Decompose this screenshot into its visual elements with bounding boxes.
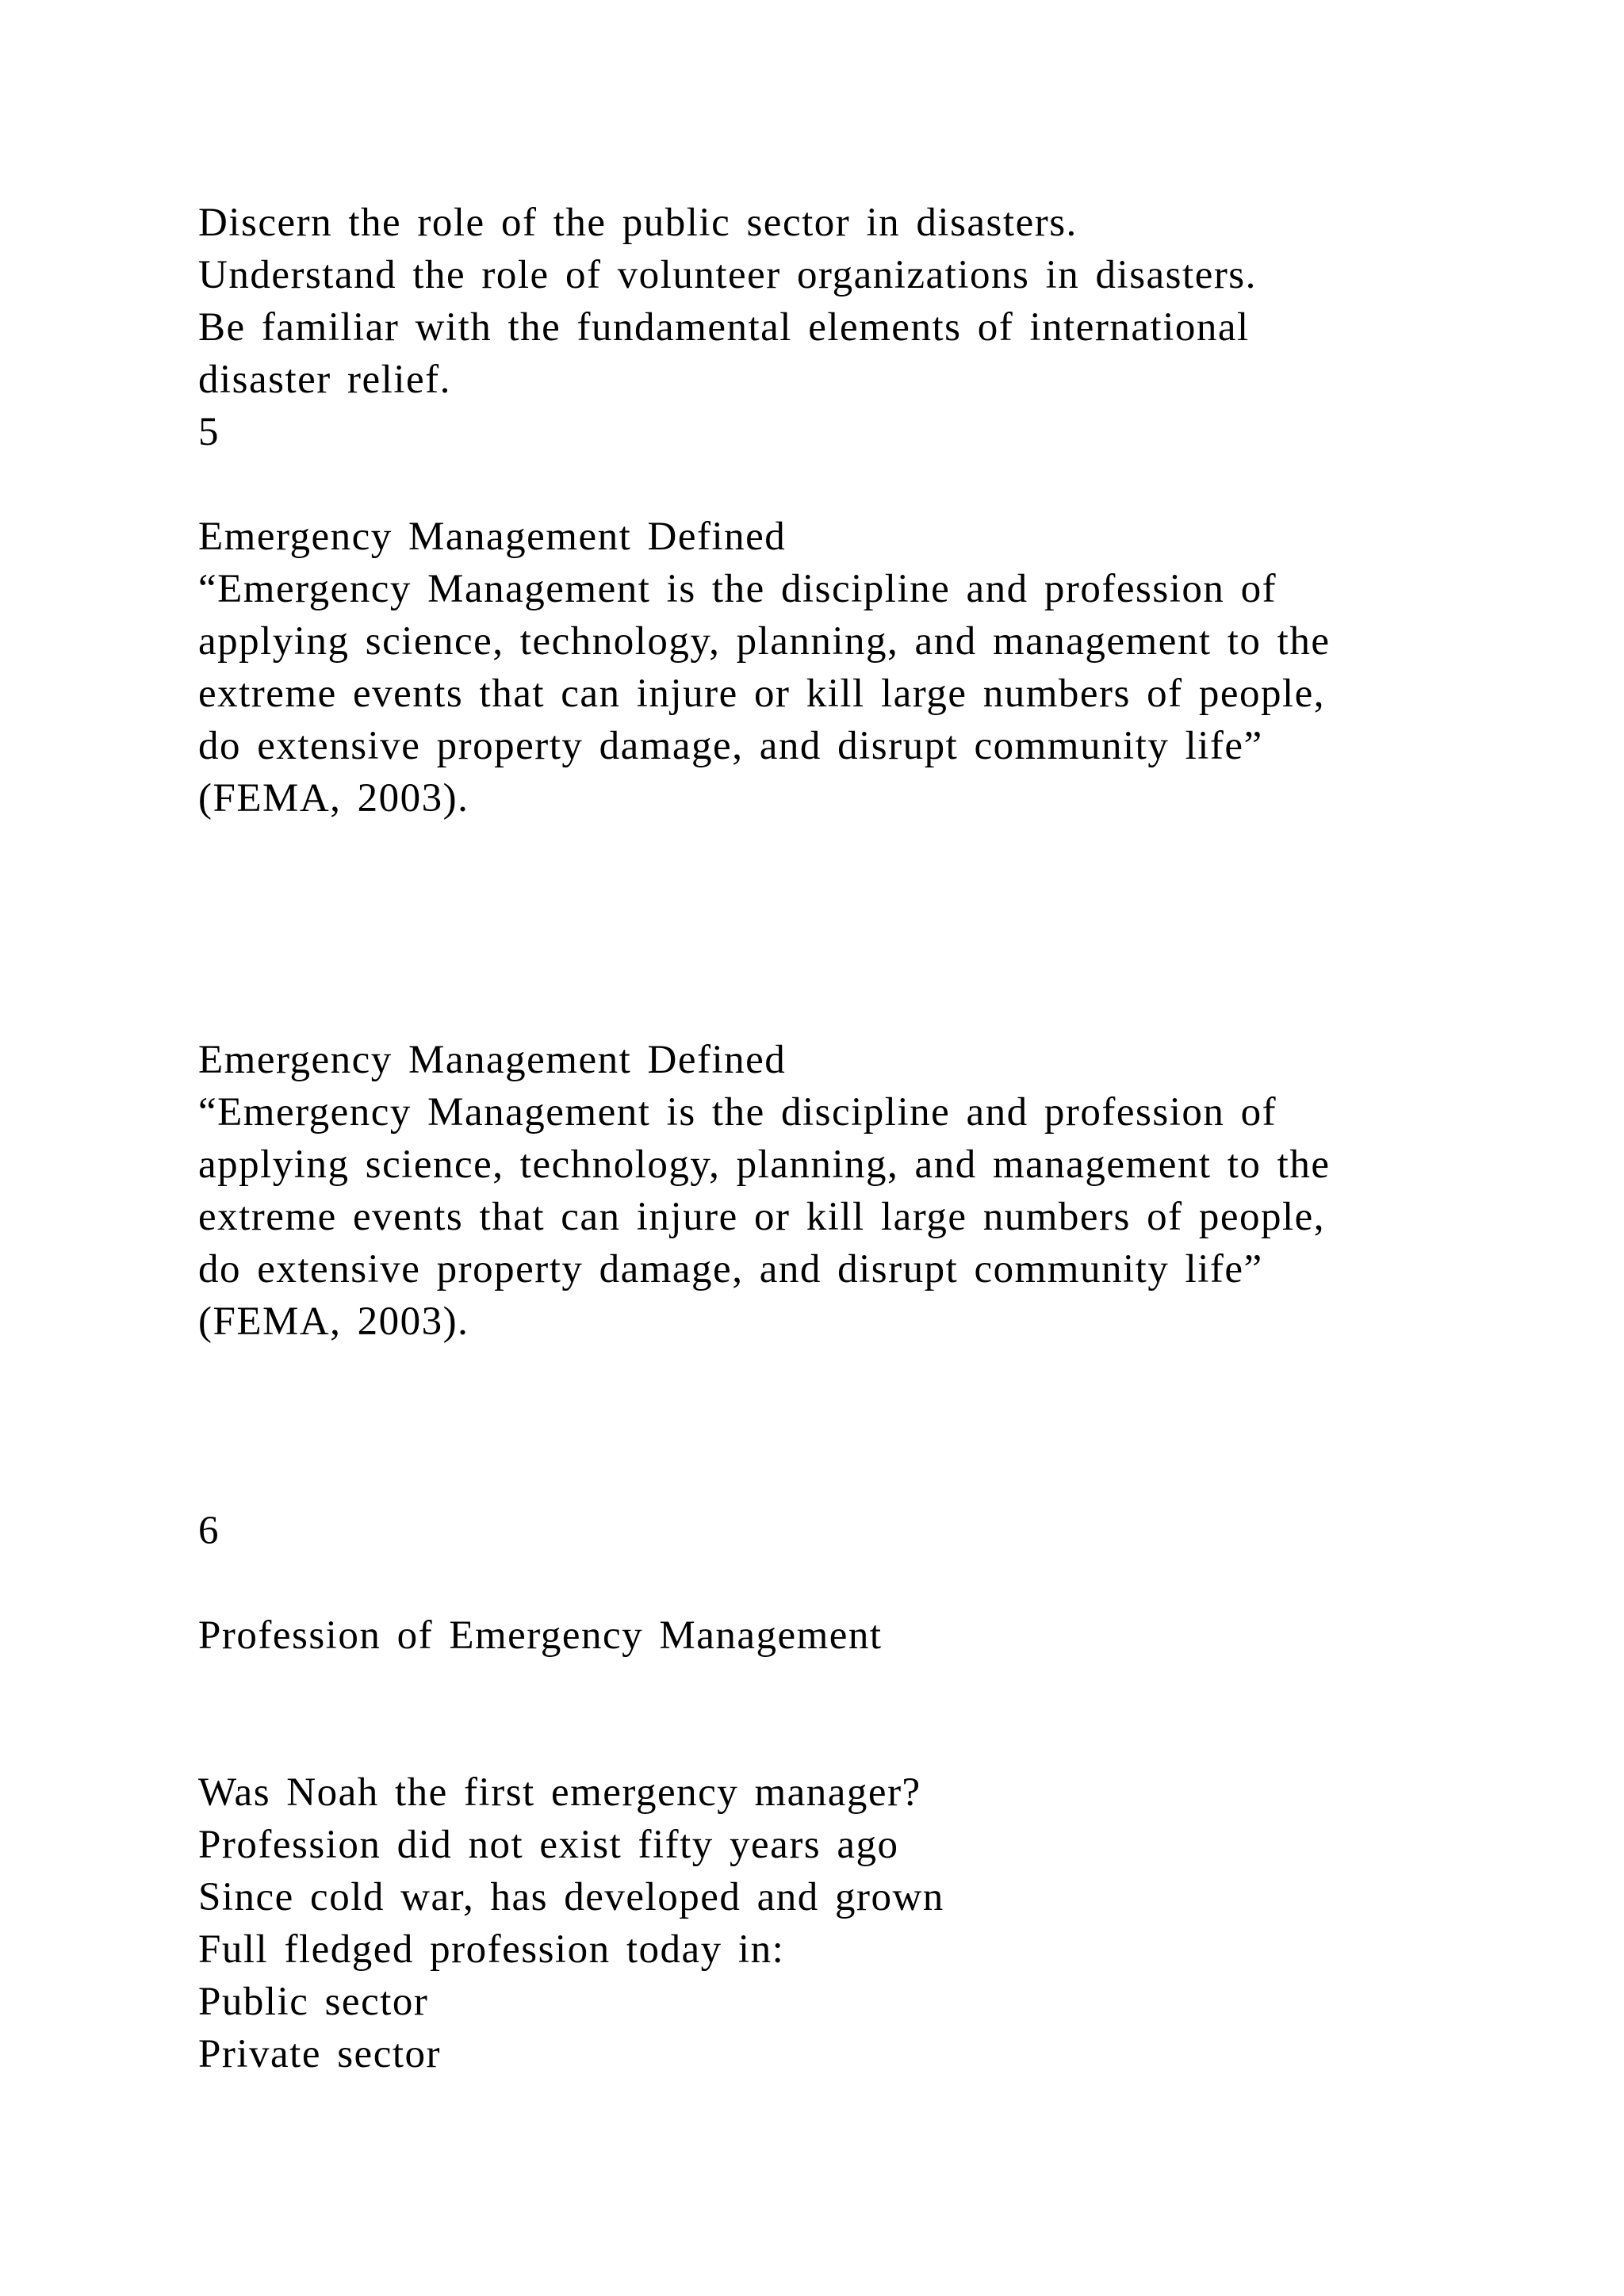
- objective-line: disaster relief.: [198, 358, 451, 402]
- quote-line: extreme events that can injure or kill large numbers of people,: [198, 1195, 1326, 1239]
- body-line: Full fledged profession today in:: [198, 1927, 785, 1972]
- quote-line: do extensive property damage, and disrupt community life”: [198, 724, 1263, 768]
- body-line: Profession did not exist fifty years ago: [198, 1823, 899, 1867]
- quote-line: applying science, technology, planning, and management to the: [198, 1142, 1331, 1187]
- objective-line: Understand the role of volunteer organizations in disasters.: [198, 253, 1257, 297]
- section-heading: Emergency Management Defined: [198, 515, 787, 559]
- quote-line: extreme events that can injure or kill large numbers of people,: [198, 672, 1326, 716]
- quote-line: “Emergency Management is the discipline and profession of: [198, 567, 1277, 611]
- body-line: Private sector: [198, 2032, 441, 2076]
- page-number: 6: [198, 1509, 220, 1553]
- quote-line: do extensive property damage, and disrupt community life”: [198, 1247, 1263, 1292]
- body-line: Since cold war, has developed and grown: [198, 1875, 944, 1919]
- section-heading: Emergency Management Defined: [198, 1038, 787, 1082]
- quote-citation: (FEMA, 2003).: [198, 1299, 469, 1344]
- body-line: Was Noah the first emergency manager?: [198, 1770, 921, 1815]
- page-number: 5: [198, 410, 220, 454]
- quote-line: applying science, technology, planning, and management to the: [198, 619, 1331, 664]
- objective-line: Discern the role of the public sector in disasters.: [198, 201, 1078, 245]
- quote-line: “Emergency Management is the discipline and profession of: [198, 1090, 1277, 1135]
- objective-line: Be familiar with the fundamental elements of international: [198, 305, 1250, 350]
- body-line: Public sector: [198, 1980, 429, 2024]
- quote-citation: (FEMA, 2003).: [198, 776, 469, 821]
- section-heading: Profession of Emergency Management: [198, 1613, 883, 1658]
